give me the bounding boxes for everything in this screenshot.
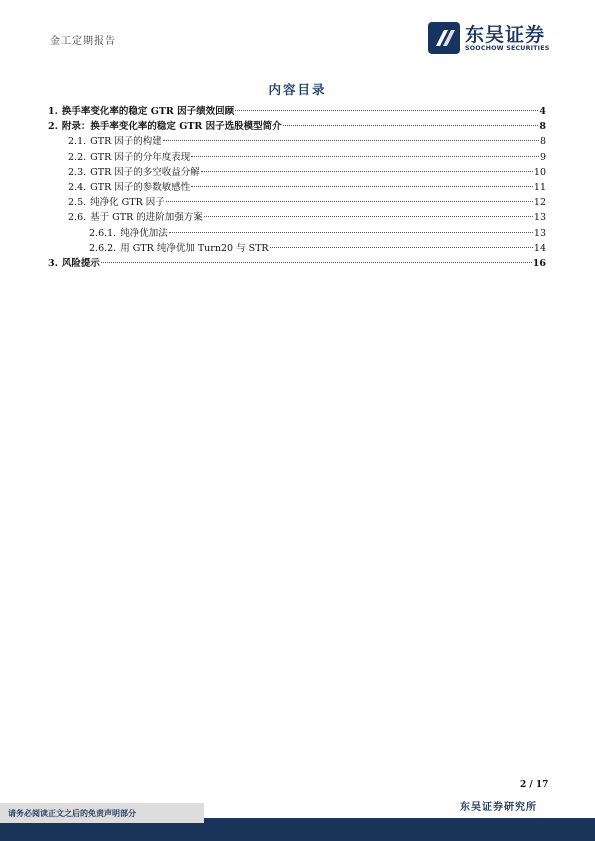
toc-title: 内容目录: [268, 82, 327, 97]
toc-entry-title: 纯净化 GTR 因子: [90, 197, 165, 209]
toc-entry-title: 附录：换手率变化率的稳定 GTR 因子选股模型简介: [61, 121, 282, 133]
institute-name: 东吴证券研究所: [460, 802, 537, 813]
toc-entry[interactable]: [48, 164, 546, 179]
toc-dot-leader: [166, 201, 533, 202]
toc-entry[interactable]: [48, 240, 546, 255]
toc-dot-leader: [204, 216, 533, 217]
toc-entry-page: 11: [533, 181, 546, 193]
toc-entry-title: 纯净优加法: [120, 227, 168, 239]
toc-entry-title: GTR 因子的多空收益分解: [90, 166, 200, 178]
toc-dot-leader: [101, 262, 532, 263]
disclaimer-text: 请务必阅读正文之后的免责声明部分: [0, 803, 204, 823]
toc-entry-number: 2.6.2.: [89, 242, 117, 254]
toc-entry-page: 16: [532, 257, 546, 269]
logo-text-en: SOOCHOW SECURITIES: [465, 45, 550, 52]
toc-dot-leader: [270, 247, 533, 248]
toc-entry-title: GTR 因子的分年度表现: [90, 151, 191, 163]
toc-entry-page: 8: [539, 121, 546, 133]
toc-entry[interactable]: [48, 133, 546, 148]
logo-text-cn: 东吴证券: [465, 24, 546, 46]
toc-entry-title: 用 GTR 纯净优加 Turn20 与 STR: [120, 242, 269, 254]
toc-entry-number: 2.5.: [68, 197, 87, 209]
table-of-contents: [48, 103, 546, 270]
toc-entry-number: 3.: [48, 257, 58, 269]
toc-entry[interactable]: [48, 209, 546, 224]
toc-entry-number: 2.: [48, 121, 58, 133]
toc-dot-leader: [169, 232, 533, 233]
toc-entry-page: 4: [539, 106, 546, 117]
toc-entry-number: 1.: [48, 106, 58, 117]
toc-entry-page: 10: [533, 166, 546, 178]
report-type-label: 金工定期报告: [50, 36, 116, 47]
toc-dot-leader: [191, 156, 539, 157]
toc-entry-page: 14: [533, 242, 546, 254]
toc-entry-number: 2.4.: [68, 181, 87, 193]
toc-entry-number: 2.1.: [68, 136, 87, 148]
toc-entry-title: 风险提示: [61, 257, 100, 269]
toc-entry-page: 9: [539, 151, 546, 163]
toc-dot-leader: [191, 186, 533, 187]
toc-entry-number: 2.6.: [68, 212, 87, 224]
toc-entry-title: GTR 因子的参数敏感性: [90, 181, 191, 193]
toc-entry-title: 基于 GTR 的进阶加强方案: [90, 212, 203, 224]
toc-entry-title: 换手率变化率的稳定 GTR 因子绩效回顾: [61, 106, 235, 117]
toc-entry[interactable]: [48, 194, 546, 209]
toc-entry-number: 2.2.: [68, 151, 87, 163]
toc-entry[interactable]: [48, 255, 546, 270]
company-logo: [428, 20, 558, 56]
toc-entry-title: GTR 因子的构建: [90, 136, 162, 148]
toc-dot-leader: [235, 110, 538, 111]
toc-dot-leader: [163, 140, 539, 141]
page-indicator: 2 / 17: [520, 780, 549, 790]
toc-entry-number: 2.6.1.: [89, 227, 117, 239]
toc-entry[interactable]: [48, 179, 546, 194]
soochow-logo-icon: [428, 22, 460, 54]
toc-entry-page: 12: [533, 197, 546, 209]
toc-entry[interactable]: [48, 149, 546, 164]
toc-entry-page: 13: [533, 212, 546, 224]
toc-entry[interactable]: [48, 225, 546, 240]
toc-entry-page: 13: [533, 227, 546, 239]
toc-entry[interactable]: [48, 103, 546, 118]
toc-dot-leader: [201, 171, 533, 172]
toc-entry-number: 2.3.: [68, 166, 87, 178]
toc-entry[interactable]: [48, 118, 546, 133]
toc-entry-page: 8: [539, 136, 546, 148]
toc-dot-leader: [283, 125, 539, 126]
